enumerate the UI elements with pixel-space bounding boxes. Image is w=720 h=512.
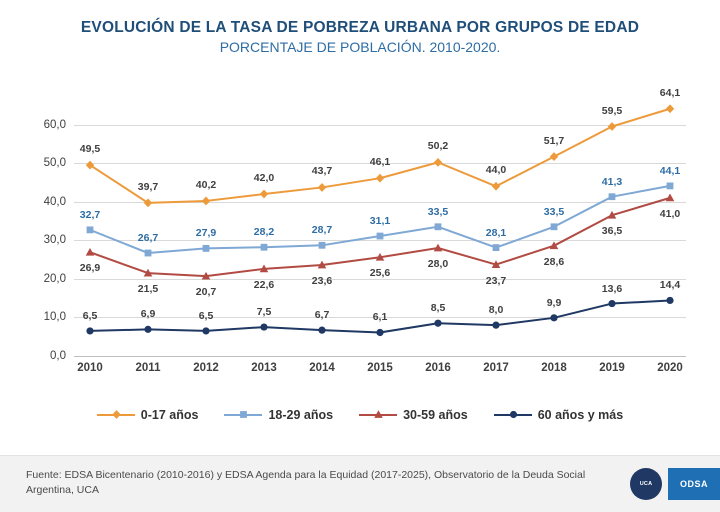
data-point-label: 43,7 <box>311 165 333 178</box>
data-point-label: 26,9 <box>79 262 101 275</box>
x-axis-tick-label: 2020 <box>657 362 683 374</box>
data-point-marker <box>609 193 616 200</box>
data-point-label: 64,1 <box>659 86 681 99</box>
x-axis-tick-label: 2014 <box>309 362 335 374</box>
data-point-label: 6,7 <box>314 309 330 322</box>
data-point-marker <box>318 183 326 192</box>
plot-area <box>43 86 686 374</box>
data-point-marker <box>318 327 325 334</box>
data-point-marker <box>550 314 557 321</box>
data-point-marker <box>666 104 674 113</box>
data-point-marker <box>241 411 248 418</box>
data-point-label: 27,9 <box>195 227 217 240</box>
x-axis-tick-label: 2011 <box>135 362 161 374</box>
data-point-marker <box>435 223 442 230</box>
data-point-label: 50,2 <box>427 140 449 153</box>
data-point-label: 8,0 <box>488 304 504 317</box>
data-point-marker <box>551 223 558 230</box>
legend-label: 0-17 años <box>140 408 199 422</box>
data-point-label: 59,5 <box>601 104 623 117</box>
data-point-label: 51,7 <box>543 134 565 147</box>
data-point-marker <box>86 327 93 334</box>
data-point-marker <box>374 410 383 418</box>
data-point-label: 9,9 <box>546 296 562 309</box>
data-point-label: 33,5 <box>543 205 565 218</box>
data-point-marker <box>319 242 326 249</box>
data-point-marker <box>260 323 267 330</box>
y-axis-tick-label: 40,0 <box>43 195 66 208</box>
x-axis-tick-label: 2015 <box>367 362 393 374</box>
y-axis-tick-label: 0,0 <box>50 350 66 362</box>
data-point-label: 13,6 <box>601 282 623 295</box>
data-point-label: 25,6 <box>369 267 391 280</box>
data-point-label: 44,0 <box>485 164 507 177</box>
data-point-label: 40,2 <box>195 178 217 191</box>
data-point-marker <box>86 248 95 256</box>
legend-marker-icon <box>494 408 532 422</box>
data-point-label: 49,5 <box>79 143 101 156</box>
data-point-marker <box>550 241 559 249</box>
data-point-label: 23,6 <box>311 274 333 287</box>
x-axis-tick-label: 2010 <box>77 362 103 374</box>
odsa-logo: ODSA <box>668 468 720 500</box>
legend-item[interactable] <box>224 408 333 422</box>
data-point-label: 28,1 <box>485 226 507 239</box>
x-axis-tick-label: 2012 <box>193 362 219 374</box>
data-point-label: 6,9 <box>140 308 156 321</box>
data-point-marker <box>666 194 675 202</box>
legend-label: 18-29 años <box>268 408 334 422</box>
data-point-marker <box>203 245 210 252</box>
data-point-marker <box>608 122 616 131</box>
data-point-label: 8,5 <box>430 302 446 315</box>
page-title: EVOLUCIÓN DE LA TASA DE POBREZA URBANA POR GRUPOS DE EDAD <box>80 19 640 36</box>
data-point-marker <box>492 182 500 191</box>
legend-marker-icon <box>224 408 262 422</box>
y-axis-tick-label: 20,0 <box>43 272 66 285</box>
uca-logo: UCA <box>630 468 662 500</box>
data-point-label: 41,3 <box>601 175 623 188</box>
legend-item[interactable] <box>494 408 623 422</box>
data-point-marker <box>510 411 517 418</box>
data-point-marker <box>376 329 383 336</box>
y-axis-tick-label: 30,0 <box>43 234 66 247</box>
data-point-marker <box>493 244 500 251</box>
y-axis-tick-label: 50,0 <box>43 157 66 170</box>
data-point-label: 46,1 <box>369 156 391 169</box>
data-point-label: 26,7 <box>137 232 159 244</box>
data-point-marker <box>261 244 268 251</box>
data-point-label: 32,7 <box>79 208 101 221</box>
data-point-label: 23,7 <box>485 274 507 287</box>
data-point-marker <box>202 327 209 334</box>
legend-label: 30-59 años <box>403 408 468 422</box>
data-point-marker <box>202 197 210 206</box>
legend-marker-icon <box>359 408 397 422</box>
legend <box>0 408 720 422</box>
data-point-marker <box>87 226 94 233</box>
title-block <box>0 18 720 57</box>
source-note: Fuente: EDSA Bicentenario (2010-2016) y EDSA Agenda para la Equidad (2017-2025), Observatorio de la Deuda Social Argentina, UCA <box>26 469 586 496</box>
data-point-label: 6,5 <box>198 309 214 322</box>
data-point-label: 42,0 <box>253 172 275 184</box>
data-point-marker <box>666 297 673 304</box>
y-axis-tick-label: 60,0 <box>43 118 66 131</box>
data-point-label: 28,0 <box>427 258 449 270</box>
x-axis-tick-label: 2019 <box>599 362 625 374</box>
data-point-marker <box>145 250 152 257</box>
data-point-marker <box>434 320 441 327</box>
data-point-label: 36,5 <box>601 225 623 238</box>
x-axis-tick-label: 2013 <box>251 362 277 374</box>
gridline <box>74 356 686 357</box>
legend-item[interactable] <box>97 408 199 422</box>
data-point-marker <box>492 322 499 329</box>
data-point-label: 6,5 <box>82 309 98 322</box>
data-point-marker <box>550 152 558 161</box>
data-point-label: 44,1 <box>659 164 681 177</box>
data-point-marker <box>608 300 615 307</box>
data-point-label: 31,1 <box>369 215 391 228</box>
x-axis-tick-label: 2016 <box>425 362 451 374</box>
data-point-label: 20,7 <box>195 286 217 299</box>
legend-item[interactable] <box>359 408 468 422</box>
x-axis-tick-label: 2017 <box>483 362 509 374</box>
data-point-label: 21,5 <box>137 283 159 296</box>
data-point-label: 14,4 <box>659 279 681 292</box>
data-point-marker <box>260 190 268 199</box>
data-point-marker <box>376 174 384 183</box>
legend-label: 60 años y más <box>537 408 624 422</box>
data-point-label: 33,5 <box>427 205 449 218</box>
page-subtitle: PORCENTAJE DE POBLACIÓN. 2010-2020. <box>219 39 501 55</box>
data-point-marker <box>144 326 151 333</box>
data-point-label: 6,1 <box>372 311 388 324</box>
legend-marker-icon <box>97 408 135 422</box>
data-point-label: 28,6 <box>543 255 565 268</box>
data-point-marker <box>112 410 120 419</box>
data-point-label: 39,7 <box>137 180 159 193</box>
data-point-label: 28,7 <box>311 224 333 237</box>
data-point-label: 41,0 <box>659 207 681 220</box>
x-axis-tick-label: 2018 <box>541 362 567 374</box>
footer <box>0 455 720 512</box>
data-point-label: 22,6 <box>253 278 275 291</box>
data-point-marker <box>667 183 674 190</box>
data-point-marker <box>377 233 384 240</box>
data-point-marker <box>434 158 442 167</box>
data-point-label: 28,2 <box>253 226 275 239</box>
data-point-label: 7,5 <box>256 306 272 319</box>
y-axis-tick-label: 10,0 <box>43 311 66 324</box>
